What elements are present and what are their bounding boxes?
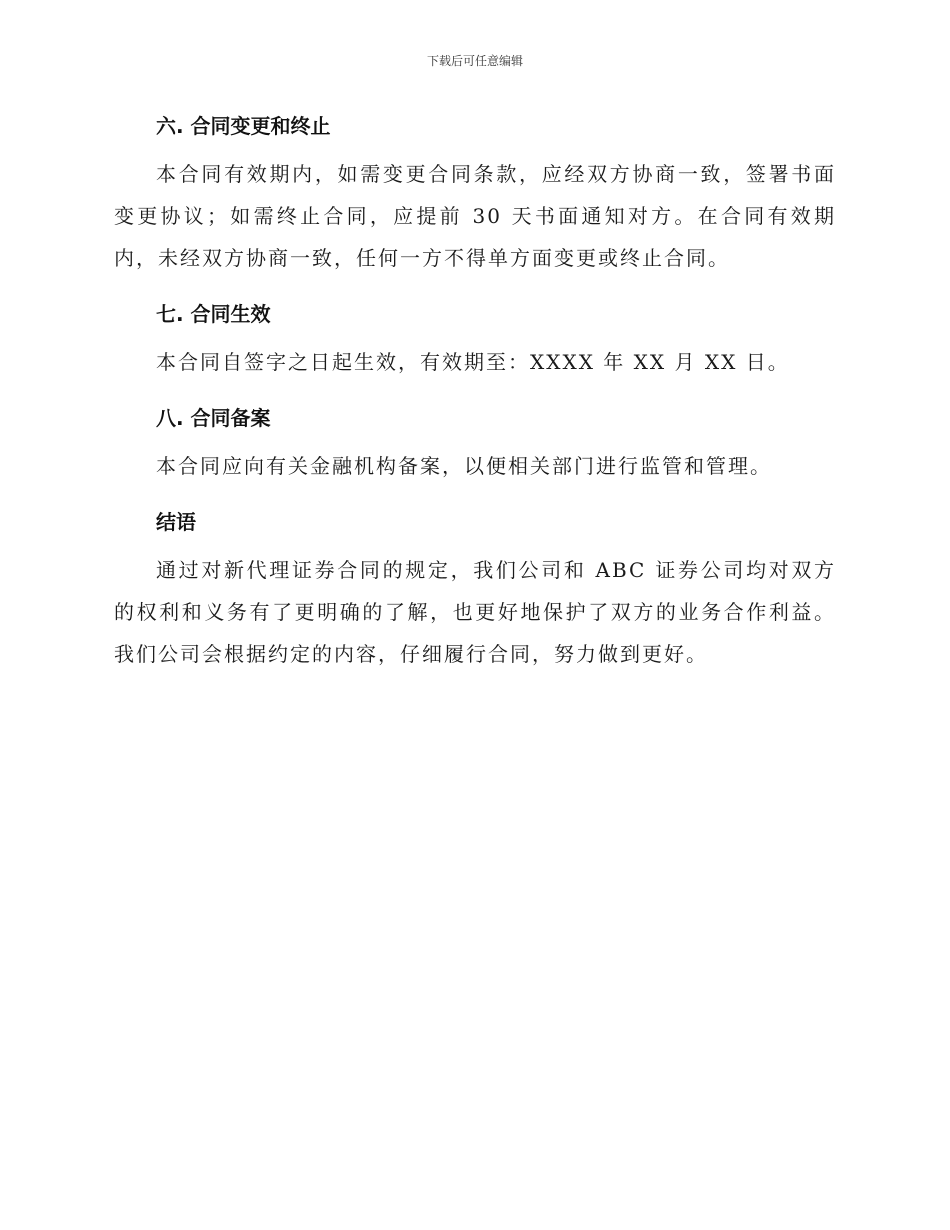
section-heading-contract-change-termination: 六. 合同变更和终止 <box>156 114 331 138</box>
section-paragraph-contract-effectiveness: 本合同自签字之日起生效，有效期至：XXXX 年 XX 月 XX 日。 <box>156 350 790 374</box>
section-heading-contract-effectiveness: 七. 合同生效 <box>156 302 271 326</box>
document-body <box>114 110 836 675</box>
section-paragraph-closing: 通过对新代理证券合同的规定，我们公司和 ABC 证券公司均对双方的权利和义务有了更明确的了解，也更好地保护了双方的业务合作利益。我们公司会根据约定的内容，仔细履行合同，努力做到更好。 <box>114 558 836 666</box>
section-heading-contract-filing: 八. 合同备案 <box>156 406 271 430</box>
page-header: 下载后可任意编辑 <box>426 54 523 68</box>
section-paragraph-contract-change-termination: 本合同有效期内，如需变更合同条款，应经双方协商一致，签署书面变更协议；如需终止合同，应提前 30 天书面通知对方。在合同有效期内，未经双方协商一致，任何一方不得单方面变更或终止合同。 <box>114 162 836 270</box>
section-paragraph-contract-filing: 本合同应向有关金融机构备案，以便相关部门进行监管和管理。 <box>156 454 772 478</box>
section-heading-closing: 结语 <box>156 510 196 534</box>
